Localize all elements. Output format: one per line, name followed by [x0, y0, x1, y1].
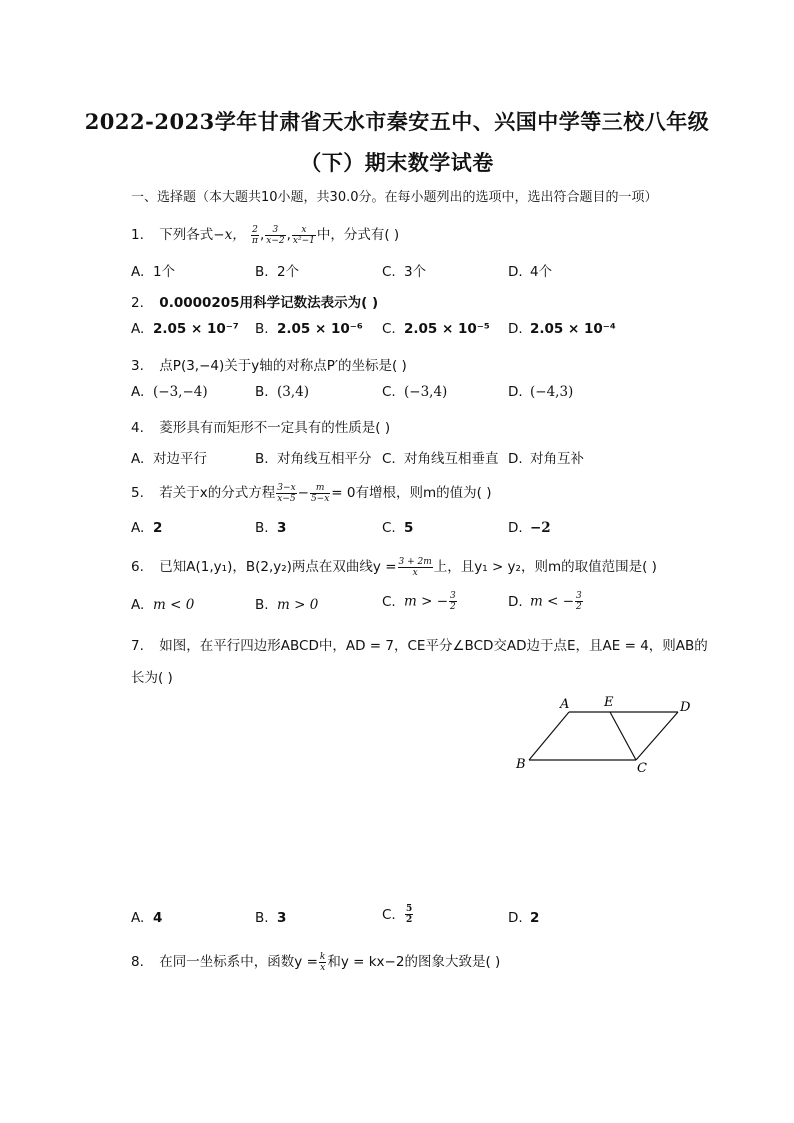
fraction: $\frac{5}{2}$: [406, 904, 413, 925]
option-c[interactable]: C. m > − $\frac{3}{2}$: [382, 591, 456, 612]
fraction: $\frac{x}{\text{x²−1}}$: [292, 224, 315, 246]
label-c: C: [637, 761, 647, 776]
option-a[interactable]: A. 对边平行: [131, 451, 207, 467]
fraction: $\frac{k}{x}$: [319, 951, 326, 973]
option-a[interactable]: A. m < 0: [131, 597, 195, 613]
fraction: $\frac{3 + 2m}{x}$: [398, 556, 432, 578]
question-number: 7.: [131, 638, 144, 654]
question-8: [131, 950, 500, 973]
option-b[interactable]: B. 2个: [255, 264, 300, 280]
question-2: [131, 291, 378, 311]
option-c[interactable]: C. 5: [382, 520, 414, 536]
fraction: $\frac{3-x}{x-5}$: [277, 482, 296, 504]
exam-title-line1: 2022-2023学年甘肃省天水市秦安五中、兴国中学等三校八年级: [84, 109, 710, 134]
question-3: [131, 354, 407, 374]
option-d[interactable]: D. 2.05 × 10⁻⁴: [508, 321, 616, 337]
math-expr: −x，: [213, 227, 246, 243]
option-b[interactable]: B. m > 0: [255, 597, 319, 613]
option-c[interactable]: C. 对角线互相垂直: [382, 451, 499, 467]
option-c[interactable]: C. 2.05 × 10⁻⁵: [382, 321, 490, 337]
option-a[interactable]: A. 4: [131, 910, 163, 926]
option-c[interactable]: C. $\frac{5}{2}$: [382, 904, 413, 925]
side-ab: [529, 712, 569, 760]
option-a[interactable]: A. 2: [131, 520, 163, 536]
fraction: $\frac{3}{2}$: [576, 591, 582, 612]
fraction: $\frac{3}{2}$: [450, 591, 456, 612]
question-text: 菱形具有而矩形不一定具有的性质是( ): [159, 420, 391, 436]
side-dc: [636, 712, 678, 760]
question-1: 1. 下列各式−x， $\frac{2}{\pi}$ , $\frac{3}{x-2}$ , $\frac{x}{\text{x²−1}}$ 中，分式有( ): [131, 224, 400, 246]
question-text: 点P(3,−4)关于y轴的对称点P′的坐标是( ): [159, 358, 407, 374]
question-text: 若关于x的分式方程: [159, 485, 276, 501]
question-number: 5.: [131, 485, 144, 501]
question-text: 下列各式: [159, 227, 214, 243]
option-b[interactable]: B. 对角线互相平分: [255, 451, 372, 467]
exam-title-line2: （下）期末数学试卷: [300, 150, 494, 175]
fraction: $\frac{2}{\pi}$: [252, 224, 258, 246]
option-c[interactable]: C. (−3,4): [382, 384, 448, 400]
option-b[interactable]: B. (3,4): [255, 384, 310, 400]
option-d[interactable]: D. (−4,3): [508, 384, 574, 400]
question-text: = 0有增根，则m的值为( ): [331, 485, 492, 501]
label-a: A: [560, 697, 570, 712]
option-d[interactable]: D. 2: [508, 910, 540, 926]
fraction: $\frac{3}{x-2}$: [266, 224, 285, 246]
option-b[interactable]: B. 3: [255, 520, 287, 536]
question-5: [131, 481, 491, 504]
question-4: [131, 416, 390, 436]
option-b[interactable]: B. 2.05 × 10⁻⁶: [255, 321, 363, 337]
question-text: 如图，在平行四边形ABCD中，AD = 7，CE平分∠BCD交AD边于点E，且AE = 4，则AB的: [159, 638, 708, 654]
option-a[interactable]: A. 1个: [131, 264, 176, 280]
option-d[interactable]: D. 4个: [508, 264, 553, 280]
option-c[interactable]: C. 3个: [382, 264, 427, 280]
question-number: 2.: [131, 295, 144, 311]
question-text: 已知A(1,y₁)，B(2,y₂)两点在双曲线y =: [159, 559, 397, 575]
question-text: 和y = kx−2的图象大致是( ): [327, 954, 501, 970]
question-number: 8.: [131, 954, 144, 970]
option-d[interactable]: D. −2: [508, 520, 551, 536]
question-text: 在同一坐标系中，函数y =: [159, 954, 318, 970]
question-number: 1.: [131, 227, 144, 243]
question-number: 4.: [131, 420, 144, 436]
minus-sign: −: [297, 485, 309, 501]
fraction: $\frac{m}{5-x}$: [310, 482, 330, 504]
label-e: E: [604, 695, 614, 710]
question-number: 3.: [131, 358, 144, 374]
question-7-line2: 长为( ): [131, 670, 173, 686]
question-number: 6.: [131, 559, 144, 575]
question-7: [131, 634, 708, 654]
option-d[interactable]: D. 对角互补: [508, 451, 584, 467]
option-b[interactable]: B. 3: [255, 910, 287, 926]
section-header: 一、选择题（本大题共10小题，共30.0分。在每小题列出的选项中，选出符合题目的一项）: [131, 190, 658, 205]
label-d: D: [680, 700, 691, 715]
question-6: [131, 555, 657, 578]
option-a[interactable]: A. 2.05 × 10⁻⁷: [131, 321, 239, 337]
question-text: 0.0000205用科学记数法表示为( ): [159, 295, 379, 311]
segment-ce: [610, 712, 636, 760]
question-text: 中，分式有( ): [316, 227, 400, 243]
option-a[interactable]: A. (−3,−4): [131, 384, 208, 400]
parallelogram-figure: [512, 692, 702, 782]
option-d[interactable]: D. m < − $\frac{3}{2}$: [508, 591, 582, 612]
question-text: 上，且y₁ > y₂，则m的取值范围是( ): [433, 559, 657, 575]
label-b: B: [516, 757, 526, 772]
